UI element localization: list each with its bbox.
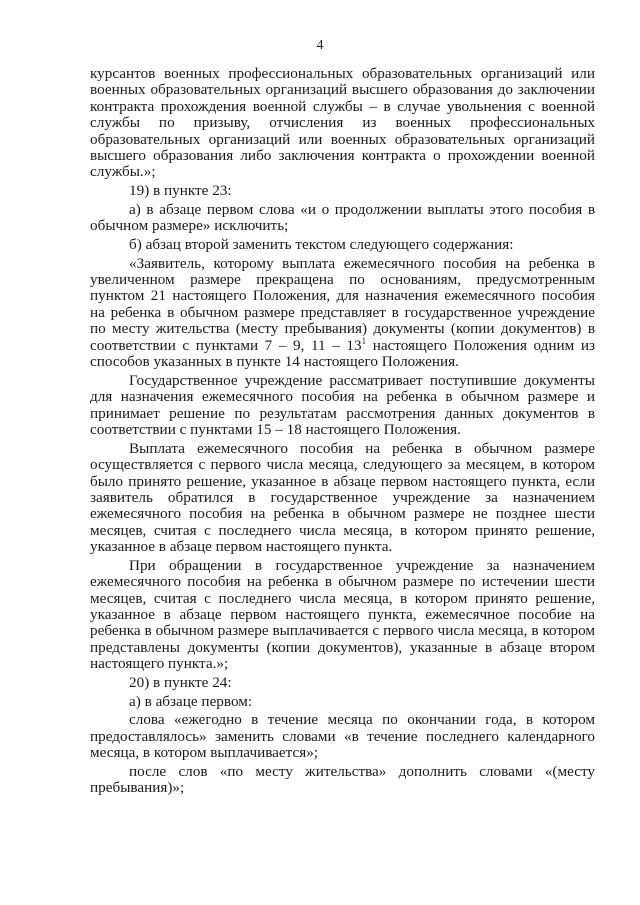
paragraph-institution: Государственное учреждение рассматривает поступившие документы для назначения ежемесячного пособия на ребенка в обычном размере и принимает решение по результатам рассмотрения данных документов в соответствии с пунктами 15 – 18 настоящего Положения.	[90, 371, 595, 439]
paragraph-applicant-tail: настоящего Положения одним из способов указанных в пункте 14 настоящего Положения.	[90, 336, 595, 371]
paragraph-subitem-b: б) абзац второй заменить текстом следующего содержания:	[129, 235, 514, 253]
page-number: 4	[316, 38, 324, 53]
paragraph-subitem-a-first: а) в абзаце первом:	[129, 692, 253, 710]
paragraph-applicant	[90, 256, 595, 371]
paragraph-late-application: При обращении в государственное учреждение за назначением ежемесячного пособия на ребенка в обычном размере по истечении шести месяцев, считая с последнего числа месяца, в котором принято решение, указанное в абзаце первом настоящего пункта, ежемесячное пособие на ребенка в обычном размере выплачивается с первого числа месяца, в котором представлены документы (копии документов), указанные в абзаце втором настоящего пункта.»;	[90, 556, 595, 673]
paragraph-item-19: 19) в пункте 23:	[129, 182, 232, 200]
paragraph-subitem-a: а) в абзаце первом слова «и о продолжении выплаты этого пособия в обычном размере» исключить;	[90, 200, 595, 235]
superscript: 1	[361, 335, 367, 346]
document-body	[90, 66, 595, 799]
paragraph-words-replace: слова «ежегодно в течение месяца по окончании года, в котором предоставлялось» заменить словами «в течение последнего календарного месяца, в котором выплачивается»;	[90, 711, 595, 762]
paragraph-payment: Выплата ежемесячного пособия на ребенка в обычном размере осуществляется с первого числа месяца, следующего за месяцем, в котором было принято решение, указанное в абзаце первом настоящего пункта, если заявитель обратился в государственное учреждение за назначением ежемесячного пособия на ребенка в обычном размере не позднее шести месяцев, считая с последнего числа месяца, в котором принято решение, указанное в абзаце первом настоящего пункта.	[90, 439, 595, 556]
paragraph-item-20: 20) в пункте 24:	[129, 674, 232, 691]
paragraph-applicant-text: «Заявитель, которому выплата ежемесячного пособия на ребенка в увеличенном размере прекращена по основаниям, предусмотренным пунктом 21 настоящего Положения, для назначения ежемесячного пособия на ребенка в обычном размере представляет в государственное учреждение по месту жительства (месту пребывания) документы (копии документов) в соответствии с пунктами 7 – 9, 11 – 13	[90, 254, 595, 354]
paragraph-words-add: после слов «по месту жительства» дополнить словами «(месту пребывания)»;	[90, 762, 595, 797]
paragraph-1: курсантов военных профессиональных образовательных организаций или военных образовательных организаций высшего образования до заключении контракта прохождения военной службы – в случае увольнения с военной службы по призыву, отчисления из военных профессиональных образовательных организаций или военных образовательных организаций высшего образования либо заключения контракта о прохождении военной службы.»;	[90, 65, 595, 181]
